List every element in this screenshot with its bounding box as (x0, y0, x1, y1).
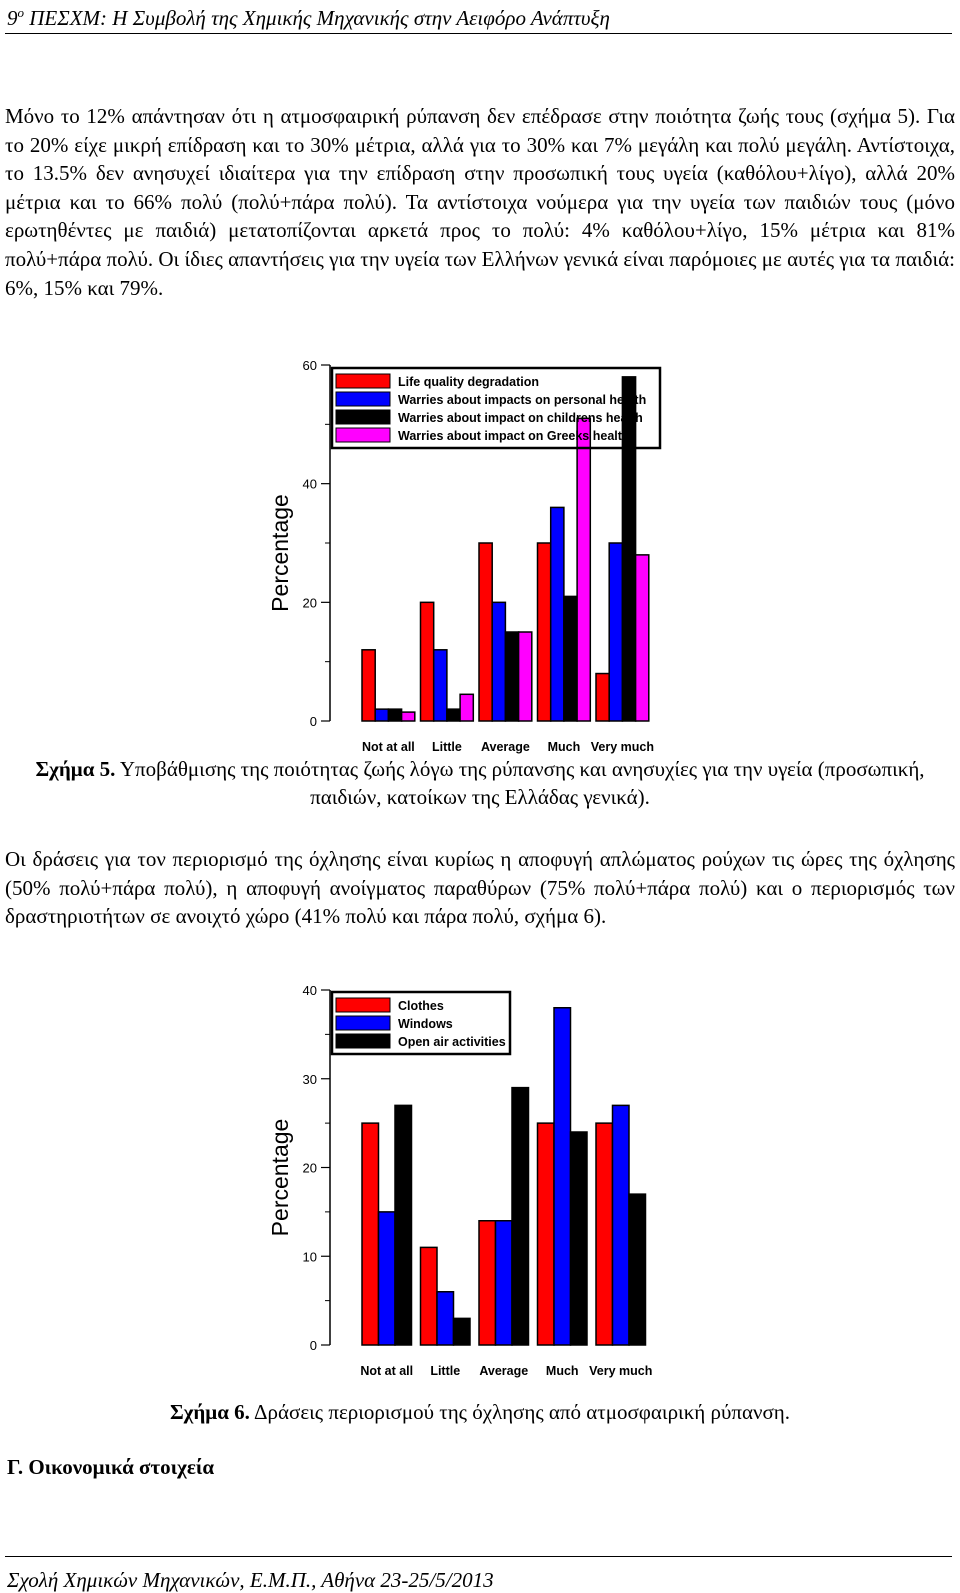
bar (564, 596, 577, 721)
paragraph-2: Οι δράσεις για τον περιορισμό της όχλησης είναι κυρίως η αποφυγή απλώματος ρούχων τις ώρες της όχλησης (50% πολύ+πάρα πολύ), η αποφυγή ανοίγματος παραθύρων (75% πολύ+πάρα πολύ) και ο περιορισμός των δραστηριοτήτων σε ανοιχτό χώρο (41% πολύ και πάρα πολύ, σχήμα 6). (5, 847, 955, 929)
bar (596, 674, 609, 721)
y-axis-title: Percentage (267, 1118, 293, 1237)
x-tick-label: Little (431, 740, 462, 754)
legend-label: Life quality degradation (398, 375, 539, 389)
legend-label: Windows (398, 1017, 453, 1031)
y-tick-label: 0 (309, 1338, 317, 1353)
bar (512, 1088, 529, 1345)
legend-swatch (336, 374, 390, 388)
bar (434, 650, 447, 721)
bar (505, 632, 518, 721)
footer-rule (5, 1556, 952, 1557)
bar (437, 1292, 454, 1345)
bar (395, 1105, 412, 1345)
legend-swatch (336, 428, 390, 442)
header-superscript: ο (17, 5, 24, 20)
y-tick-label: 20 (302, 1160, 317, 1176)
y-tick-label: 40 (302, 476, 317, 492)
bar (613, 1105, 630, 1345)
x-tick-label: Little (430, 1364, 461, 1378)
y-tick-label: 40 (302, 983, 317, 998)
figure-6-caption-text: Δράσεις περιορισμού της όχλησης από ατμοσφαιρική ρύπανση. (249, 1400, 791, 1424)
figure-6-chart (0, 975, 960, 1390)
legend-label: Warries about impact on Greeks health (398, 429, 630, 443)
bar (421, 1247, 438, 1345)
figure-5-chart (0, 350, 960, 760)
y-tick-label: 30 (302, 1071, 317, 1087)
legend-swatch (336, 410, 390, 424)
bar (551, 507, 564, 721)
y-tick-label: 10 (302, 1249, 317, 1265)
running-header (7, 0, 610, 31)
bar (629, 1194, 646, 1345)
bar (454, 1318, 471, 1345)
bar (402, 712, 415, 721)
x-tick-label: Average (479, 1364, 529, 1378)
bar (421, 602, 434, 721)
x-tick-label: Not at all (360, 1364, 414, 1378)
bar (447, 709, 460, 721)
figure-6-caption-label: Σχήμα 6. (169, 1400, 250, 1424)
header-title: ΠΕΣΧΜ: Η Συμβολή της Χημικής Μηχανικής στην Αειφόρο Ανάπτυξη (24, 6, 610, 30)
bar (362, 1123, 379, 1345)
legend-swatch (336, 392, 390, 406)
running-footer: Σχολή Χημικών Μηχανικών, Ε.Μ.Π., Αθήνα 23-25/5/2013 (7, 1568, 494, 1592)
legend-label: Warries about impacts on personal health (398, 393, 647, 407)
bar (571, 1132, 588, 1345)
legend-label: Warries about impact on childrens health (398, 411, 643, 425)
bar (362, 650, 375, 721)
figure-5-caption (0, 755, 960, 811)
header-prefix: 9 (7, 6, 18, 30)
x-tick-label: Much (547, 740, 581, 754)
x-tick-label: Average (480, 740, 530, 754)
figure-6-caption (0, 1398, 960, 1426)
bar (375, 709, 388, 721)
bar (492, 602, 505, 721)
bar (496, 1221, 513, 1345)
figure-5-caption-label: Σχήμα 5. (35, 757, 116, 781)
y-axis-title: Percentage (267, 494, 293, 612)
paragraph-1: Μόνο το 12% απάντησαν ότι η ατμοσφαιρική ρύπανση δεν επέδρασε στην ποιότητα ζωής τους (σχήμα 5). Για το 20% είχε μικρή επίδραση και το 30% μέτρια, αλλά για το 30% και 7% μεγάλη και πολύ μεγάλη. Αντίστοιχα, το 13.5% δεν ανησυχεί ιδιαίτερα για την επίδραση στην προσωπική τους υγεία (καθόλου+λίγο), αλλά 20% μέτρια και το 66% πολύ (πολύ+πάρα πολύ). Τα αντίστοιχα νούμερα για την υγεία των παιδιών τους (μόνο ερωτηθέντες με παιδιά) μετατοπίζονται αρκετά προς το πολύ: 4% καθόλου+λίγο, 15% μέτρια και 81% πολύ+πάρα πολύ. Οι ίδιες απαντήσεις για την υγεία των Ελλήνων γενικά είναι παρόμοιες με αυτές για τα παιδιά: 6%, 15% και 79%. (5, 104, 955, 300)
legend-swatch (336, 998, 390, 1012)
legend-label: Open air activities (398, 1035, 506, 1049)
section-heading: Γ. Οικονομικά στοιχεία (7, 1455, 215, 1479)
bar (596, 1123, 613, 1345)
bar (519, 632, 532, 721)
bar (538, 1123, 555, 1345)
bar (379, 1212, 396, 1345)
bar (609, 543, 622, 721)
x-tick-label: Much (545, 1364, 579, 1378)
bar (460, 694, 473, 721)
x-tick-label: Very much (589, 1364, 653, 1378)
x-tick-label: Very much (590, 740, 655, 754)
figure-5-caption-text: Υποβάθμισης της ποιότητας ζωής λόγω της ρύπανσης και ανησυχίες για την υγεία (προσωπική, παιδιών, κατοίκων της Ελλάδας γενικά). (115, 757, 925, 809)
bar (479, 543, 492, 721)
legend-swatch (336, 1034, 390, 1048)
y-tick-label: 20 (302, 595, 317, 611)
x-tick-label: Not at all (362, 740, 415, 754)
bar (554, 1008, 571, 1345)
legend-swatch (336, 1016, 390, 1030)
bar (577, 418, 590, 721)
bar (388, 709, 401, 721)
bar (636, 555, 649, 721)
bar (479, 1221, 496, 1345)
bar (538, 543, 551, 721)
y-tick-label: 60 (302, 358, 317, 373)
y-tick-label: 0 (309, 714, 317, 729)
header-rule (5, 33, 952, 34)
legend-label: Clothes (398, 999, 444, 1013)
